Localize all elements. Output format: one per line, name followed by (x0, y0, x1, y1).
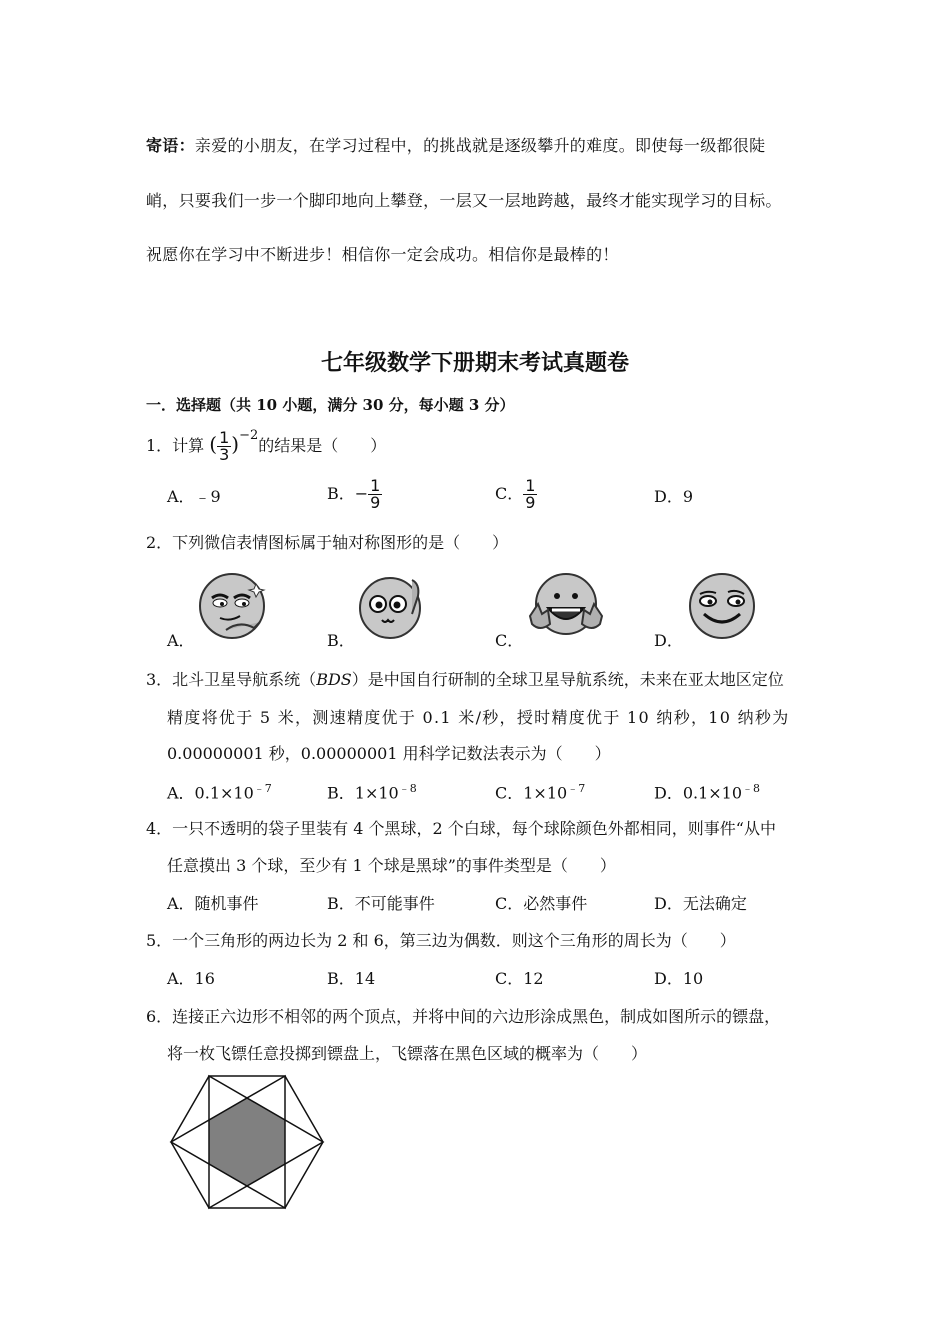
intro-line-1: 寄语：亲爱的小朋友，在学习过程中，的挑战就是逐级攀升的难度。即使每一级都很陡 (146, 136, 766, 155)
q4-option-d[interactable]: D．无法确定 (654, 894, 747, 913)
q1-option-a[interactable]: A．﹣9 (167, 487, 221, 506)
q2-option-c[interactable]: C． (495, 631, 524, 650)
question-3-line-3: 0.00000001 秒，0.00000001 用科学记数法表示为（ ） (167, 744, 611, 763)
q5-option-d[interactable]: D．10 (654, 969, 704, 988)
question-2: 2．下列微信表情图标属于轴对称图形的是（ ） (146, 533, 509, 552)
q5-option-a[interactable]: A．16 (167, 969, 215, 988)
q3-option-a[interactable]: A．$0.1\times 10^{﹣7}$ (167, 782, 272, 803)
question-1: 1．计算 ( $\frac{1}{3}$ )$^{-2}$的结果是（ ） (146, 428, 387, 464)
question-3-line-1: 3．北斗卫星导航系统（BDS）是中国自行研制的全球卫星导航系统，未来在亚太地区定位 (146, 670, 784, 689)
q1-option-c[interactable]: C． $\frac{1}{9}$ (495, 476, 536, 512)
smug-emoji-icon (196, 570, 268, 642)
q2-option-b[interactable]: B． (327, 631, 355, 650)
q4-option-b[interactable]: B．不可能事件 (327, 894, 435, 913)
fraction-one-third: $\frac{1}{3}$ (219, 428, 230, 464)
q3-option-c[interactable]: C．$1\times 10^{﹣7}$ (495, 782, 586, 803)
q3-option-d[interactable]: D．$0.1\times 10^{﹣8}$ (654, 782, 761, 803)
q5-option-c[interactable]: C．12 (495, 969, 544, 988)
question-6-line-1: 6．连接正六边形不相邻的两个顶点，并将中间的六边形涂成黑色，制成如图所示的镖盘， (146, 1007, 781, 1026)
q1-option-b[interactable]: B．− $\frac{1}{9}$ (327, 476, 381, 512)
q3-option-b[interactable]: B．$1\times 10^{﹣8}$ (327, 782, 417, 803)
hexagon-dartboard-figure (166, 1072, 328, 1214)
sly-smile-emoji-icon (686, 570, 758, 642)
question-3-line-2: 精度将优于 5 米，测速精度优于 0.1 米/秒，授时精度优于 10 纳秒，10 纳秒为 (167, 708, 790, 727)
intro-line-2: 峭，只要我们一步一个脚印地向上攀登，一层又一层地跨越，最终才能实现学习的目标。 (146, 191, 782, 210)
question-4-line-2: 任意摸出 3 个球，至少有 1 个球是黑球”的事件类型是（ ） (167, 856, 616, 875)
page-title: 七年级数学下册期末考试真题卷 (320, 351, 629, 376)
intro-label: 寄语： (146, 136, 195, 155)
question-4-line-1: 4．一只不透明的袋子里装有 4 个黑球，2 个白球，每个球除颜色外都相同，则事件“从中 (146, 819, 776, 838)
section-heading: 一．选择题（共 10 小题，满分 30 分，每小题 3 分） (146, 396, 515, 414)
q4-option-c[interactable]: C．必然事件 (495, 894, 588, 913)
q2-option-d[interactable]: D． (654, 631, 683, 650)
question-6-line-2: 将一枚飞镖任意投掷到镖盘上，飞镖落在黑色区域的概率为（ ） (167, 1044, 648, 1063)
q4-option-a[interactable]: A．随机事件 (167, 894, 259, 913)
question-5: 5．一个三角形的两边长为 2 和 6，第三边为偶数．则这个三角形的周长为（ ） (146, 931, 736, 950)
intro-line-3: 祝愿你在学习中不断进步！相信你一定会成功。相信你是最棒的！ (146, 245, 619, 264)
cute-emoji-icon (356, 570, 428, 642)
grinning-emoji-icon (526, 568, 606, 642)
q2-option-a[interactable]: A． (167, 631, 195, 650)
q5-option-b[interactable]: B．14 (327, 969, 376, 988)
q1-option-d[interactable]: D．9 (654, 487, 694, 506)
shaded-hexagon (209, 1098, 285, 1186)
